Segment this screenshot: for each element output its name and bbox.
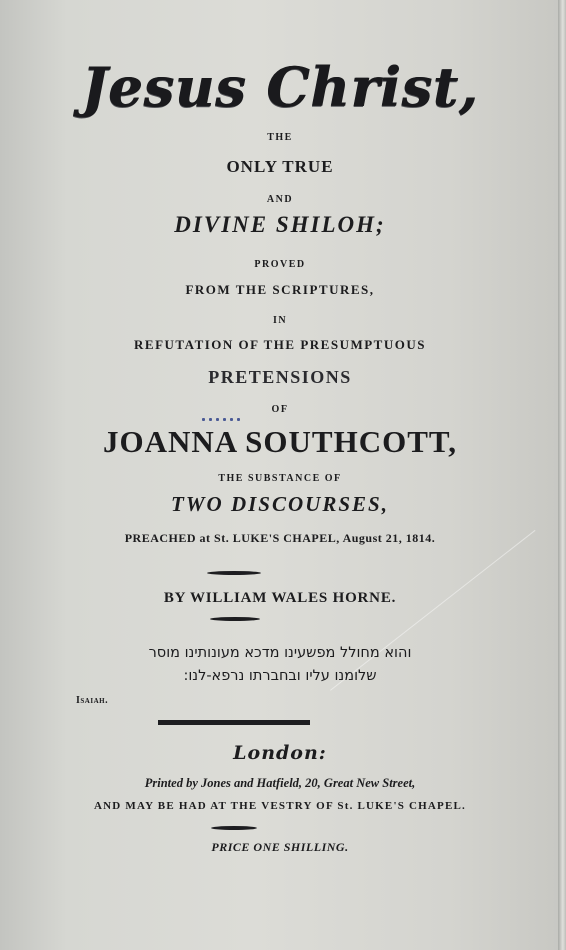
text-in: IN xyxy=(272,315,288,326)
text-author: BY WILLIAM WALES HORNE. xyxy=(163,590,397,606)
text-price: PRICE ONE SHILLING. xyxy=(211,840,349,854)
text-london: London: xyxy=(233,742,327,764)
ornament-rule xyxy=(211,826,257,830)
text-two-discourses: TWO DISCOURSES, xyxy=(171,492,389,516)
main-title: Jesus Christ, xyxy=(81,55,479,119)
text-from-scriptures: FROM THE SCRIPTURES, xyxy=(185,282,375,297)
text-proved: PROVED xyxy=(254,259,306,270)
text-refutation: REFUTATION OF THE PRESUMPTUOUS xyxy=(134,337,426,352)
text-pretensions: PRETENSIONS xyxy=(208,367,352,387)
ornament-rule xyxy=(210,617,260,621)
text-the: THE xyxy=(267,132,293,143)
hebrew-verse-line-1: והוא מחולל מפשעינו מדכא מעונותינו מוסר xyxy=(148,645,412,661)
text-joanna-southcott: JOANNA SOUTHCOTT, xyxy=(102,424,458,459)
text-of: OF xyxy=(271,404,289,415)
text-printed-by: Printed by Jones and Hatfield, 20, Great New Street, xyxy=(144,776,416,790)
page-crease xyxy=(330,530,535,691)
text-substance: THE SUBSTANCE OF xyxy=(218,473,342,484)
ornament-rule xyxy=(207,571,261,575)
text-divine-shiloh: DIVINE SHILOH; xyxy=(174,212,386,237)
text-may-be-had: AND MAY BE HAD AT THE VESTRY OF St. LUKE'S CHAPEL. xyxy=(94,800,466,812)
text-and: AND xyxy=(266,194,294,205)
text-isaiah: Isaiah. xyxy=(76,695,109,706)
hebrew-verse-line-2: שלומנו עליו ובחברתו נרפא-לנו: xyxy=(183,668,377,684)
text-preached: PREACHED at St. LUKE'S CHAPEL, August 21, 1814. xyxy=(124,531,436,545)
thick-rule xyxy=(158,720,310,725)
text-only-true: ONLY TRUE xyxy=(226,157,334,176)
page-edge xyxy=(558,0,566,950)
